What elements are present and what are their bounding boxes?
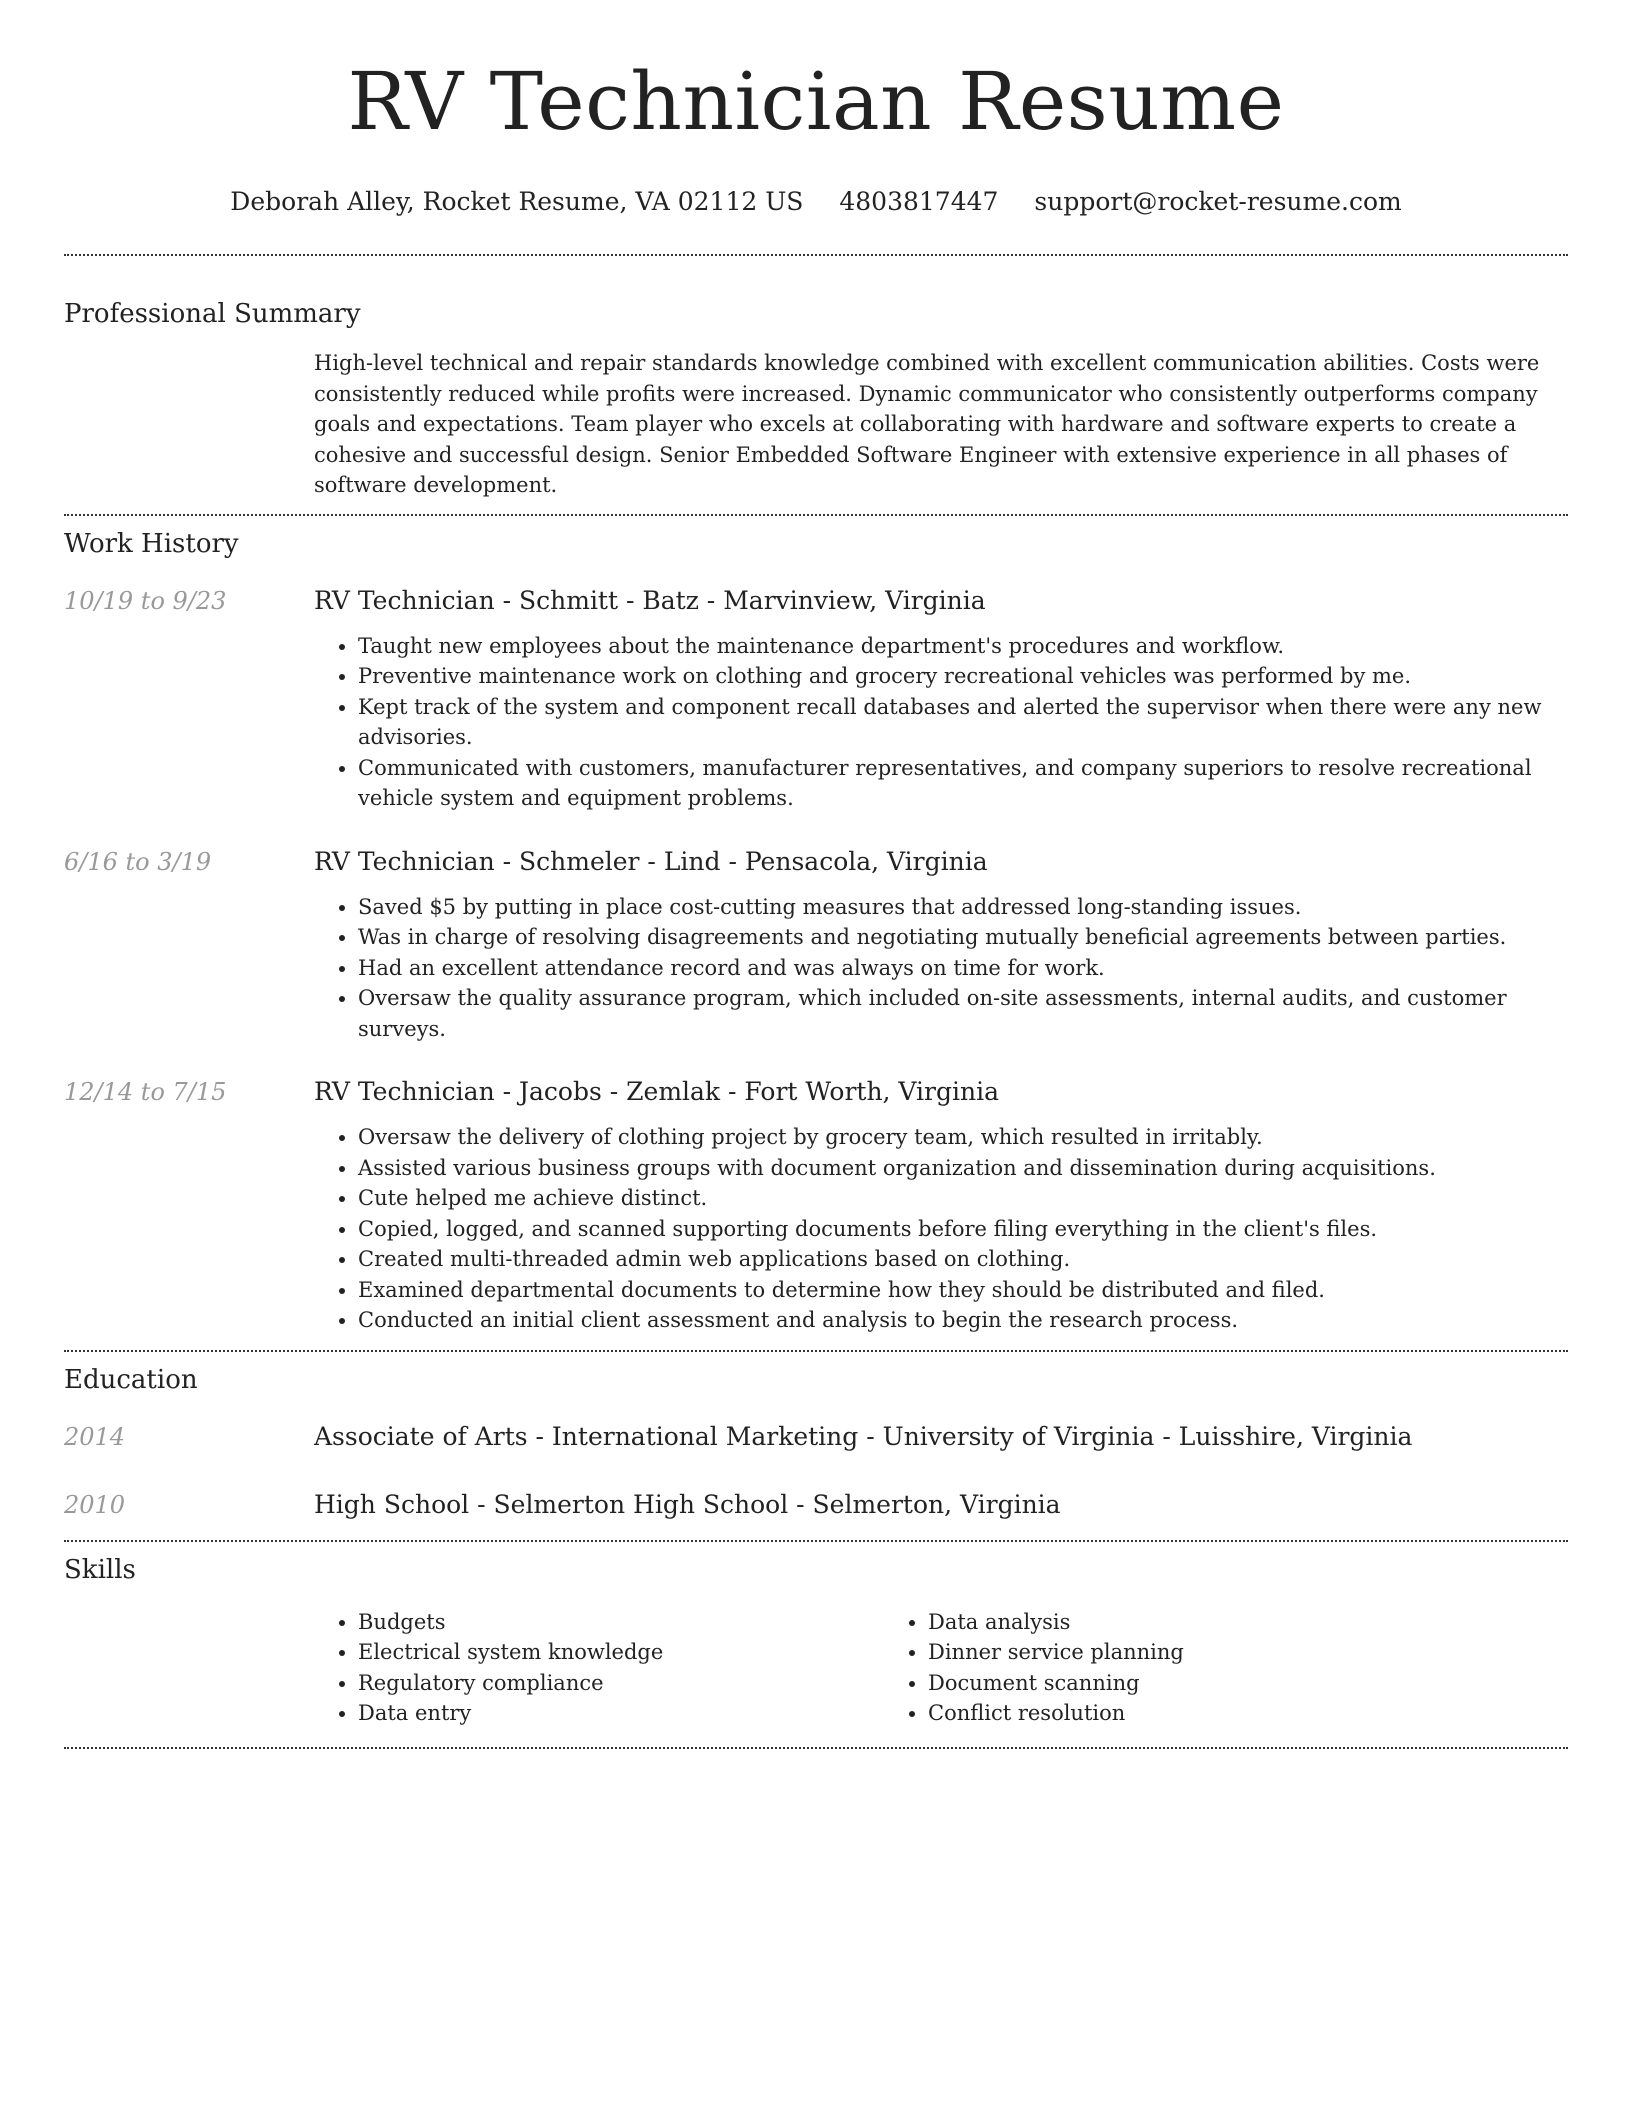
divider xyxy=(64,1350,1568,1352)
contact-phone: 4803817447 xyxy=(839,187,999,216)
divider xyxy=(64,1540,1568,1542)
section-heading-skills: Skills xyxy=(64,1554,136,1585)
job-details xyxy=(314,846,1568,1045)
job-bullet: • Copied, logged, and scanned supporting documents before filing everything in the client's files. xyxy=(358,1214,1568,1245)
job-bullet: • Kept track of the system and component recall databases and alerted the supervisor when there were any new advisories. xyxy=(358,692,1568,753)
job-bullet: • Conducted an initial client assessment and analysis to begin the research process. xyxy=(358,1305,1568,1336)
skills-column xyxy=(884,1607,1404,1729)
education-entry xyxy=(64,1489,1568,1521)
section-heading-summary: Professional Summary xyxy=(64,299,361,329)
education-year: 2010 xyxy=(64,1490,126,1519)
skill-item: • Data entry xyxy=(358,1698,884,1729)
skill-item: • Dinner service planning xyxy=(928,1637,1404,1668)
job-title: RV Technician - Schmeler - Lind - Pensacola, Virginia xyxy=(314,846,988,876)
job-bullet: • Oversaw the delivery of clothing project by grocery team, which resulted in irritably. xyxy=(358,1122,1568,1153)
job-bullet: • Created multi-threaded admin web applications based on clothing. xyxy=(358,1244,1568,1275)
skills-column xyxy=(314,1607,884,1729)
job-bullet: • Examined departmental documents to determine how they should be distributed and filed. xyxy=(358,1275,1568,1306)
section-heading-education: Education xyxy=(64,1364,198,1395)
skill-item: • Regulatory compliance xyxy=(358,1668,884,1699)
job-bullet: • Preventive maintenance work on clothing and grocery recreational vehicles was performed by me. xyxy=(358,661,1568,692)
skill-item: • Electrical system knowledge xyxy=(358,1637,884,1668)
summary-row xyxy=(64,348,1568,501)
job-bullet: • Communicated with customers, manufacturer representatives, and company superiors to resolve recreational vehicle system and equipment problems. xyxy=(358,753,1568,814)
divider xyxy=(64,1747,1568,1749)
job-bullets xyxy=(314,892,1568,1045)
contact-email: support@rocket-resume.com xyxy=(1034,187,1402,216)
divider xyxy=(64,254,1568,256)
education-year: 2014 xyxy=(64,1422,126,1451)
contact-line xyxy=(64,186,1568,218)
job-dates: 10/19 to 9/23 xyxy=(64,586,227,615)
job-entry xyxy=(64,1076,1568,1336)
resume-title: RV Technician Resume xyxy=(347,55,1285,148)
job-bullet: • Cute helped me achieve distinct. xyxy=(358,1183,1568,1214)
skills-grid xyxy=(314,1607,1568,1729)
skill-item: • Budgets xyxy=(358,1607,884,1638)
education-entry xyxy=(64,1421,1568,1453)
summary-text: High-level technical and repair standards knowledge combined with excellent communication abilities. Costs were consistently reduced while profits were increased. Dynamic communicator who consistently outperforms company goals and expectations. Team player who excels at collaborating with hardware and software experts to create a cohesive and successful design. Senior Embedded Software Engineer with extensive experience in all phases of software development. xyxy=(314,351,1540,497)
education-degree: High School - Selmerton High School - Selmerton, Virginia xyxy=(314,1489,1061,1519)
job-entry xyxy=(64,585,1568,814)
skills-row xyxy=(64,1607,1568,1729)
job-entry xyxy=(64,846,1568,1045)
job-bullet: • Was in charge of resolving disagreements and negotiating mutually beneficial agreements between parties. xyxy=(358,922,1568,953)
job-details xyxy=(314,585,1568,814)
job-title: RV Technician - Jacobs - Zemlak - Fort Worth, Virginia xyxy=(314,1077,999,1106)
job-bullets xyxy=(314,631,1568,814)
job-dates: 6/16 to 3/19 xyxy=(64,847,212,876)
skill-item: • Conflict resolution xyxy=(928,1698,1404,1729)
job-bullet: • Saved $5 by putting in place cost-cutting measures that addressed long-standing issues. xyxy=(358,892,1568,923)
job-bullet: • Had an excellent attendance record and was always on time for work. xyxy=(358,953,1568,984)
divider xyxy=(64,514,1568,516)
job-bullet: • Oversaw the quality assurance program, which included on-site assessments, internal audits, and customer surveys. xyxy=(358,983,1568,1044)
job-bullet: • Taught new employees about the maintenance department's procedures and workflow. xyxy=(358,631,1568,662)
job-details xyxy=(314,1076,1568,1336)
job-dates: 12/14 to 7/15 xyxy=(64,1078,227,1106)
contact-address: Deborah Alley, Rocket Resume, VA 02112 US xyxy=(230,187,804,216)
job-bullets xyxy=(314,1122,1568,1336)
job-bullet: • Assisted various business groups with document organization and dissemination during acquisitions. xyxy=(358,1153,1568,1184)
job-title: RV Technician - Schmitt - Batz - Marvinview, Virginia xyxy=(314,585,986,615)
section-heading-work: Work History xyxy=(64,528,239,559)
skill-item: • Document scanning xyxy=(928,1668,1404,1699)
skill-item: • Data analysis xyxy=(928,1607,1404,1638)
education-degree: Associate of Arts - International Marketing - University of Virginia - Luisshire, Virginia xyxy=(314,1421,1413,1451)
